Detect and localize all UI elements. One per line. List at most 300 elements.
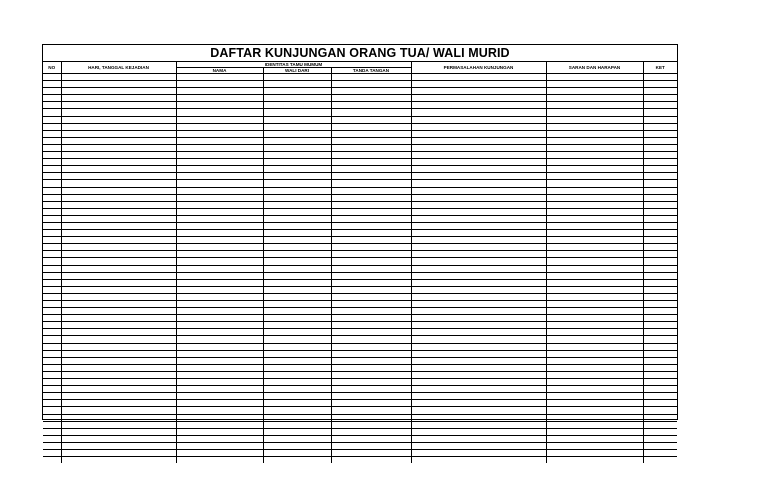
cell-tanda-tangan[interactable] (331, 315, 411, 322)
cell-saran[interactable] (546, 322, 643, 329)
cell-hari-tanggal[interactable] (61, 102, 176, 109)
cell-tanda-tangan[interactable] (331, 194, 411, 201)
cell-hari-tanggal[interactable] (61, 449, 176, 456)
cell-wali-dari[interactable] (263, 180, 331, 187)
cell-no[interactable] (43, 442, 61, 449)
cell-hari-tanggal[interactable] (61, 322, 176, 329)
cell-nama[interactable] (176, 272, 263, 279)
cell-nama[interactable] (176, 166, 263, 173)
cell-no[interactable] (43, 102, 61, 109)
cell-nama[interactable] (176, 152, 263, 159)
cell-permasalahan[interactable] (411, 74, 546, 81)
cell-wali-dari[interactable] (263, 123, 331, 130)
cell-permasalahan[interactable] (411, 244, 546, 251)
cell-hari-tanggal[interactable] (61, 315, 176, 322)
cell-hari-tanggal[interactable] (61, 357, 176, 364)
cell-wali-dari[interactable] (263, 74, 331, 81)
cell-hari-tanggal[interactable] (61, 230, 176, 237)
cell-tanda-tangan[interactable] (331, 230, 411, 237)
cell-nama[interactable] (176, 279, 263, 286)
cell-hari-tanggal[interactable] (61, 457, 176, 464)
cell-nama[interactable] (176, 379, 263, 386)
cell-nama[interactable] (176, 137, 263, 144)
cell-ket[interactable] (643, 201, 677, 208)
cell-no[interactable] (43, 258, 61, 265)
cell-saran[interactable] (546, 251, 643, 258)
cell-saran[interactable] (546, 343, 643, 350)
cell-tanda-tangan[interactable] (331, 421, 411, 428)
cell-wali-dari[interactable] (263, 279, 331, 286)
cell-wali-dari[interactable] (263, 109, 331, 116)
cell-saran[interactable] (546, 173, 643, 180)
cell-saran[interactable] (546, 457, 643, 464)
cell-wali-dari[interactable] (263, 428, 331, 435)
cell-no[interactable] (43, 414, 61, 421)
cell-hari-tanggal[interactable] (61, 371, 176, 378)
cell-hari-tanggal[interactable] (61, 286, 176, 293)
cell-nama[interactable] (176, 187, 263, 194)
cell-tanda-tangan[interactable] (331, 336, 411, 343)
cell-ket[interactable] (643, 251, 677, 258)
cell-hari-tanggal[interactable] (61, 95, 176, 102)
cell-nama[interactable] (176, 251, 263, 258)
cell-saran[interactable] (546, 308, 643, 315)
cell-saran[interactable] (546, 364, 643, 371)
cell-wali-dari[interactable] (263, 457, 331, 464)
cell-hari-tanggal[interactable] (61, 393, 176, 400)
cell-nama[interactable] (176, 237, 263, 244)
cell-ket[interactable] (643, 343, 677, 350)
cell-ket[interactable] (643, 180, 677, 187)
cell-nama[interactable] (176, 371, 263, 378)
cell-nama[interactable] (176, 265, 263, 272)
cell-ket[interactable] (643, 244, 677, 251)
cell-wali-dari[interactable] (263, 329, 331, 336)
cell-no[interactable] (43, 187, 61, 194)
cell-permasalahan[interactable] (411, 123, 546, 130)
cell-wali-dari[interactable] (263, 407, 331, 414)
cell-nama[interactable] (176, 364, 263, 371)
cell-hari-tanggal[interactable] (61, 81, 176, 88)
cell-ket[interactable] (643, 435, 677, 442)
cell-nama[interactable] (176, 400, 263, 407)
cell-permasalahan[interactable] (411, 379, 546, 386)
cell-ket[interactable] (643, 407, 677, 414)
cell-tanda-tangan[interactable] (331, 152, 411, 159)
cell-tanda-tangan[interactable] (331, 400, 411, 407)
cell-tanda-tangan[interactable] (331, 258, 411, 265)
cell-no[interactable] (43, 449, 61, 456)
cell-saran[interactable] (546, 265, 643, 272)
cell-nama[interactable] (176, 421, 263, 428)
cell-permasalahan[interactable] (411, 421, 546, 428)
cell-no[interactable] (43, 81, 61, 88)
cell-saran[interactable] (546, 329, 643, 336)
cell-nama[interactable] (176, 95, 263, 102)
cell-hari-tanggal[interactable] (61, 215, 176, 222)
cell-wali-dari[interactable] (263, 81, 331, 88)
cell-permasalahan[interactable] (411, 457, 546, 464)
cell-permasalahan[interactable] (411, 322, 546, 329)
cell-ket[interactable] (643, 81, 677, 88)
cell-hari-tanggal[interactable] (61, 414, 176, 421)
cell-hari-tanggal[interactable] (61, 428, 176, 435)
cell-ket[interactable] (643, 109, 677, 116)
cell-tanda-tangan[interactable] (331, 215, 411, 222)
cell-nama[interactable] (176, 194, 263, 201)
cell-no[interactable] (43, 435, 61, 442)
cell-no[interactable] (43, 279, 61, 286)
cell-nama[interactable] (176, 308, 263, 315)
cell-permasalahan[interactable] (411, 144, 546, 151)
cell-permasalahan[interactable] (411, 215, 546, 222)
cell-hari-tanggal[interactable] (61, 208, 176, 215)
cell-saran[interactable] (546, 379, 643, 386)
cell-permasalahan[interactable] (411, 194, 546, 201)
cell-hari-tanggal[interactable] (61, 74, 176, 81)
cell-hari-tanggal[interactable] (61, 222, 176, 229)
cell-hari-tanggal[interactable] (61, 244, 176, 251)
cell-no[interactable] (43, 357, 61, 364)
cell-permasalahan[interactable] (411, 251, 546, 258)
cell-permasalahan[interactable] (411, 116, 546, 123)
cell-permasalahan[interactable] (411, 130, 546, 137)
cell-wali-dari[interactable] (263, 187, 331, 194)
cell-tanda-tangan[interactable] (331, 244, 411, 251)
cell-hari-tanggal[interactable] (61, 251, 176, 258)
cell-no[interactable] (43, 343, 61, 350)
cell-no[interactable] (43, 379, 61, 386)
cell-hari-tanggal[interactable] (61, 88, 176, 95)
cell-permasalahan[interactable] (411, 152, 546, 159)
cell-saran[interactable] (546, 88, 643, 95)
cell-hari-tanggal[interactable] (61, 293, 176, 300)
cell-wali-dari[interactable] (263, 343, 331, 350)
cell-wali-dari[interactable] (263, 144, 331, 151)
cell-tanda-tangan[interactable] (331, 222, 411, 229)
cell-ket[interactable] (643, 208, 677, 215)
cell-permasalahan[interactable] (411, 329, 546, 336)
cell-ket[interactable] (643, 421, 677, 428)
cell-ket[interactable] (643, 194, 677, 201)
cell-saran[interactable] (546, 293, 643, 300)
cell-nama[interactable] (176, 180, 263, 187)
cell-tanda-tangan[interactable] (331, 343, 411, 350)
cell-wali-dari[interactable] (263, 336, 331, 343)
cell-wali-dari[interactable] (263, 414, 331, 421)
cell-permasalahan[interactable] (411, 180, 546, 187)
cell-saran[interactable] (546, 400, 643, 407)
cell-hari-tanggal[interactable] (61, 258, 176, 265)
cell-permasalahan[interactable] (411, 414, 546, 421)
cell-permasalahan[interactable] (411, 308, 546, 315)
cell-no[interactable] (43, 215, 61, 222)
cell-hari-tanggal[interactable] (61, 180, 176, 187)
cell-ket[interactable] (643, 272, 677, 279)
cell-saran[interactable] (546, 449, 643, 456)
cell-tanda-tangan[interactable] (331, 357, 411, 364)
cell-ket[interactable] (643, 286, 677, 293)
cell-permasalahan[interactable] (411, 230, 546, 237)
cell-wali-dari[interactable] (263, 102, 331, 109)
cell-permasalahan[interactable] (411, 109, 546, 116)
cell-wali-dari[interactable] (263, 244, 331, 251)
cell-permasalahan[interactable] (411, 350, 546, 357)
cell-hari-tanggal[interactable] (61, 144, 176, 151)
cell-saran[interactable] (546, 258, 643, 265)
cell-nama[interactable] (176, 449, 263, 456)
cell-tanda-tangan[interactable] (331, 237, 411, 244)
cell-wali-dari[interactable] (263, 95, 331, 102)
cell-tanda-tangan[interactable] (331, 286, 411, 293)
cell-permasalahan[interactable] (411, 102, 546, 109)
cell-tanda-tangan[interactable] (331, 130, 411, 137)
cell-nama[interactable] (176, 116, 263, 123)
cell-nama[interactable] (176, 336, 263, 343)
cell-ket[interactable] (643, 400, 677, 407)
cell-no[interactable] (43, 315, 61, 322)
cell-tanda-tangan[interactable] (331, 201, 411, 208)
cell-saran[interactable] (546, 286, 643, 293)
cell-wali-dari[interactable] (263, 308, 331, 315)
cell-ket[interactable] (643, 95, 677, 102)
cell-wali-dari[interactable] (263, 258, 331, 265)
cell-ket[interactable] (643, 301, 677, 308)
cell-wali-dari[interactable] (263, 350, 331, 357)
cell-wali-dari[interactable] (263, 201, 331, 208)
cell-saran[interactable] (546, 357, 643, 364)
cell-permasalahan[interactable] (411, 286, 546, 293)
cell-saran[interactable] (546, 237, 643, 244)
cell-permasalahan[interactable] (411, 237, 546, 244)
cell-hari-tanggal[interactable] (61, 336, 176, 343)
cell-saran[interactable] (546, 315, 643, 322)
cell-no[interactable] (43, 208, 61, 215)
cell-saran[interactable] (546, 350, 643, 357)
cell-saran[interactable] (546, 428, 643, 435)
cell-permasalahan[interactable] (411, 428, 546, 435)
cell-wali-dari[interactable] (263, 215, 331, 222)
cell-ket[interactable] (643, 137, 677, 144)
cell-no[interactable] (43, 137, 61, 144)
cell-nama[interactable] (176, 230, 263, 237)
cell-wali-dari[interactable] (263, 137, 331, 144)
cell-tanda-tangan[interactable] (331, 435, 411, 442)
cell-permasalahan[interactable] (411, 357, 546, 364)
cell-permasalahan[interactable] (411, 343, 546, 350)
cell-ket[interactable] (643, 159, 677, 166)
cell-wali-dari[interactable] (263, 379, 331, 386)
cell-wali-dari[interactable] (263, 88, 331, 95)
cell-permasalahan[interactable] (411, 201, 546, 208)
cell-tanda-tangan[interactable] (331, 180, 411, 187)
cell-saran[interactable] (546, 159, 643, 166)
cell-permasalahan[interactable] (411, 81, 546, 88)
cell-no[interactable] (43, 194, 61, 201)
cell-saran[interactable] (546, 187, 643, 194)
cell-nama[interactable] (176, 215, 263, 222)
cell-wali-dari[interactable] (263, 130, 331, 137)
cell-saran[interactable] (546, 95, 643, 102)
cell-saran[interactable] (546, 435, 643, 442)
cell-ket[interactable] (643, 357, 677, 364)
cell-wali-dari[interactable] (263, 194, 331, 201)
cell-hari-tanggal[interactable] (61, 301, 176, 308)
cell-ket[interactable] (643, 123, 677, 130)
cell-saran[interactable] (546, 301, 643, 308)
cell-tanda-tangan[interactable] (331, 322, 411, 329)
cell-no[interactable] (43, 386, 61, 393)
cell-tanda-tangan[interactable] (331, 350, 411, 357)
cell-nama[interactable] (176, 258, 263, 265)
cell-hari-tanggal[interactable] (61, 201, 176, 208)
cell-no[interactable] (43, 350, 61, 357)
cell-permasalahan[interactable] (411, 435, 546, 442)
cell-permasalahan[interactable] (411, 187, 546, 194)
cell-no[interactable] (43, 272, 61, 279)
cell-nama[interactable] (176, 222, 263, 229)
cell-saran[interactable] (546, 166, 643, 173)
cell-tanda-tangan[interactable] (331, 144, 411, 151)
cell-hari-tanggal[interactable] (61, 166, 176, 173)
cell-tanda-tangan[interactable] (331, 414, 411, 421)
cell-no[interactable] (43, 322, 61, 329)
cell-wali-dari[interactable] (263, 315, 331, 322)
cell-tanda-tangan[interactable] (331, 308, 411, 315)
cell-no[interactable] (43, 251, 61, 258)
cell-hari-tanggal[interactable] (61, 364, 176, 371)
cell-no[interactable] (43, 329, 61, 336)
cell-ket[interactable] (643, 237, 677, 244)
cell-nama[interactable] (176, 144, 263, 151)
cell-permasalahan[interactable] (411, 272, 546, 279)
cell-hari-tanggal[interactable] (61, 308, 176, 315)
cell-tanda-tangan[interactable] (331, 442, 411, 449)
cell-ket[interactable] (643, 442, 677, 449)
cell-ket[interactable] (643, 329, 677, 336)
cell-no[interactable] (43, 166, 61, 173)
cell-tanda-tangan[interactable] (331, 74, 411, 81)
cell-permasalahan[interactable] (411, 315, 546, 322)
cell-tanda-tangan[interactable] (331, 393, 411, 400)
cell-saran[interactable] (546, 336, 643, 343)
cell-permasalahan[interactable] (411, 173, 546, 180)
cell-wali-dari[interactable] (263, 222, 331, 229)
cell-ket[interactable] (643, 166, 677, 173)
cell-tanda-tangan[interactable] (331, 109, 411, 116)
cell-permasalahan[interactable] (411, 88, 546, 95)
cell-no[interactable] (43, 428, 61, 435)
cell-hari-tanggal[interactable] (61, 109, 176, 116)
cell-ket[interactable] (643, 308, 677, 315)
cell-wali-dari[interactable] (263, 322, 331, 329)
cell-no[interactable] (43, 180, 61, 187)
cell-hari-tanggal[interactable] (61, 187, 176, 194)
cell-wali-dari[interactable] (263, 371, 331, 378)
cell-ket[interactable] (643, 449, 677, 456)
cell-ket[interactable] (643, 364, 677, 371)
cell-nama[interactable] (176, 350, 263, 357)
cell-hari-tanggal[interactable] (61, 279, 176, 286)
cell-hari-tanggal[interactable] (61, 435, 176, 442)
cell-tanda-tangan[interactable] (331, 279, 411, 286)
cell-saran[interactable] (546, 421, 643, 428)
cell-no[interactable] (43, 457, 61, 464)
cell-hari-tanggal[interactable] (61, 272, 176, 279)
cell-no[interactable] (43, 201, 61, 208)
cell-permasalahan[interactable] (411, 301, 546, 308)
cell-wali-dari[interactable] (263, 116, 331, 123)
cell-hari-tanggal[interactable] (61, 442, 176, 449)
cell-ket[interactable] (643, 74, 677, 81)
cell-permasalahan[interactable] (411, 279, 546, 286)
cell-nama[interactable] (176, 130, 263, 137)
cell-wali-dari[interactable] (263, 166, 331, 173)
cell-tanda-tangan[interactable] (331, 116, 411, 123)
cell-nama[interactable] (176, 159, 263, 166)
cell-permasalahan[interactable] (411, 336, 546, 343)
cell-ket[interactable] (643, 379, 677, 386)
cell-tanda-tangan[interactable] (331, 187, 411, 194)
cell-nama[interactable] (176, 315, 263, 322)
cell-permasalahan[interactable] (411, 386, 546, 393)
cell-tanda-tangan[interactable] (331, 379, 411, 386)
cell-tanda-tangan[interactable] (331, 457, 411, 464)
cell-nama[interactable] (176, 407, 263, 414)
cell-nama[interactable] (176, 322, 263, 329)
cell-wali-dari[interactable] (263, 435, 331, 442)
cell-saran[interactable] (546, 244, 643, 251)
cell-saran[interactable] (546, 123, 643, 130)
cell-hari-tanggal[interactable] (61, 400, 176, 407)
cell-tanda-tangan[interactable] (331, 95, 411, 102)
cell-ket[interactable] (643, 116, 677, 123)
cell-ket[interactable] (643, 102, 677, 109)
cell-tanda-tangan[interactable] (331, 81, 411, 88)
cell-ket[interactable] (643, 187, 677, 194)
cell-wali-dari[interactable] (263, 442, 331, 449)
cell-saran[interactable] (546, 152, 643, 159)
cell-hari-tanggal[interactable] (61, 379, 176, 386)
cell-wali-dari[interactable] (263, 449, 331, 456)
cell-permasalahan[interactable] (411, 137, 546, 144)
cell-wali-dari[interactable] (263, 251, 331, 258)
cell-nama[interactable] (176, 173, 263, 180)
cell-saran[interactable] (546, 442, 643, 449)
cell-saran[interactable] (546, 414, 643, 421)
cell-hari-tanggal[interactable] (61, 407, 176, 414)
cell-tanda-tangan[interactable] (331, 364, 411, 371)
cell-saran[interactable] (546, 230, 643, 237)
cell-hari-tanggal[interactable] (61, 386, 176, 393)
cell-no[interactable] (43, 265, 61, 272)
cell-wali-dari[interactable] (263, 173, 331, 180)
cell-no[interactable] (43, 222, 61, 229)
cell-hari-tanggal[interactable] (61, 152, 176, 159)
cell-nama[interactable] (176, 442, 263, 449)
cell-ket[interactable] (643, 173, 677, 180)
cell-no[interactable] (43, 400, 61, 407)
cell-ket[interactable] (643, 322, 677, 329)
cell-nama[interactable] (176, 343, 263, 350)
cell-wali-dari[interactable] (263, 357, 331, 364)
cell-nama[interactable] (176, 201, 263, 208)
cell-no[interactable] (43, 336, 61, 343)
cell-ket[interactable] (643, 414, 677, 421)
cell-ket[interactable] (643, 130, 677, 137)
cell-saran[interactable] (546, 201, 643, 208)
cell-permasalahan[interactable] (411, 166, 546, 173)
